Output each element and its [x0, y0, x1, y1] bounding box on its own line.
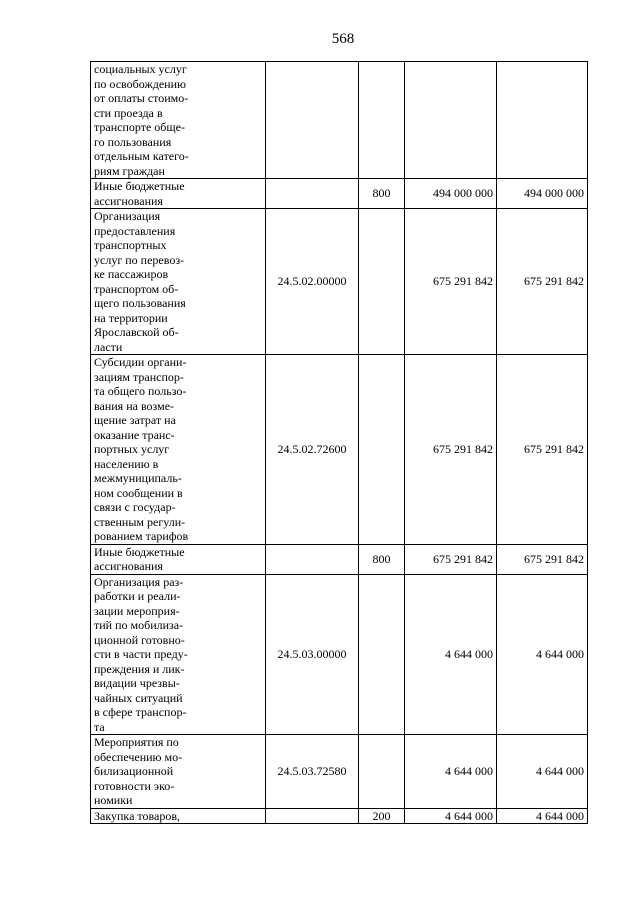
item-name-line: Субсидии органи- [94, 355, 187, 369]
item-name-cell [91, 544, 266, 574]
item-name-line: Закупка товаров, [94, 808, 180, 823]
item-name-line: межмуниципаль- [94, 471, 182, 485]
item-name-line: тий по мобилиза- [94, 618, 184, 632]
item-name-line: зации мероприя- [94, 603, 180, 618]
amount-cell: 675 291 842 [497, 544, 588, 574]
item-name-cell [91, 62, 266, 179]
item-name-line: та общего пользо- [94, 384, 187, 398]
expense-type-cell [359, 209, 405, 355]
item-name-line: ассигнования [94, 193, 163, 208]
expense-type-cell [359, 574, 405, 735]
budget-code-cell [266, 62, 359, 179]
item-name-line: щение затрат на [94, 413, 176, 427]
item-name-cell [91, 209, 266, 355]
item-name-cell [91, 808, 266, 824]
amount-cell: 4 644 000 [497, 574, 588, 735]
budget-table [90, 61, 588, 824]
budget-code-cell: 24.5.03.72580 [266, 735, 359, 809]
amount-cell: 675 291 842 [497, 209, 588, 355]
item-name-line: ционной готовно- [94, 632, 185, 647]
item-name-line: готовности эко- [94, 778, 175, 793]
budget-table-body [91, 62, 588, 824]
amount-cell: 4 644 000 [405, 808, 497, 824]
item-name-line: Организация раз- [94, 574, 184, 589]
budget-code-cell: 24.5.02.00000 [266, 209, 359, 355]
item-name-line: ласти [94, 339, 123, 354]
item-name-line: Иные бюджетные [94, 179, 185, 193]
item-name-line: Иные бюджетные [94, 544, 185, 559]
table-row [91, 735, 588, 809]
item-name-line: ассигнования [94, 559, 163, 573]
item-name-line: ственным регули- [94, 514, 186, 529]
budget-code-cell: 24.5.03.00000 [266, 574, 359, 735]
item-name-line: на территории [94, 310, 168, 325]
budget-code-cell [266, 179, 359, 209]
item-name-line: ке пассажиров [94, 267, 169, 281]
table-row [91, 544, 588, 574]
item-name-line: сти в части преду- [94, 647, 188, 661]
item-name-cell [91, 179, 266, 209]
item-name-line: Мероприятия по [94, 735, 179, 749]
item-name-line: по освобождению [94, 76, 186, 91]
table-row [91, 355, 588, 545]
amount-cell: 675 291 842 [497, 355, 588, 545]
page-number: 568 [331, 31, 355, 47]
table-row [91, 574, 588, 735]
budget-code-cell [266, 808, 359, 824]
item-name-line: сти проезда в [94, 105, 163, 120]
item-name-line: Организация [94, 209, 161, 223]
amount-cell: 4 644 000 [405, 574, 497, 735]
item-name-line: услуг по перевоз- [94, 252, 185, 267]
budget-code-cell: 24.5.02.72600 [266, 355, 359, 545]
table-row [91, 62, 588, 179]
item-name-line: оказание транс- [94, 427, 175, 442]
item-name-line: рованием тарифов [94, 529, 189, 543]
amount-cell: 4 644 000 [497, 735, 588, 809]
item-name-line: ном сообщении в [94, 485, 183, 500]
item-name-line: предоставления [94, 223, 176, 238]
item-name-line: транспортных [94, 238, 167, 252]
item-name-line: вания на возме- [94, 398, 175, 413]
expense-type-cell [359, 355, 405, 545]
item-name-line: билизационной [94, 764, 174, 778]
item-name-line: щего пользования [94, 296, 186, 310]
item-name-cell [91, 355, 266, 545]
item-name-line: Ярославской об- [94, 325, 179, 339]
amount-cell: 675 291 842 [405, 209, 497, 355]
item-name-line: чайных ситуаций [94, 690, 183, 705]
table-row [91, 209, 588, 355]
budget-code-cell [266, 544, 359, 574]
item-name-line: риям граждан [94, 163, 165, 178]
amount-cell [497, 62, 588, 179]
table-row [91, 179, 588, 209]
item-name-line: видации чрезвы- [94, 676, 180, 690]
item-name-line: та [94, 719, 105, 734]
item-name-line: номики [94, 793, 133, 807]
item-name-line: от оплаты стоимо- [94, 91, 189, 105]
item-name-line: в сфере транспор- [94, 705, 187, 719]
table-row [91, 808, 588, 824]
item-name-line: связи с государ- [94, 500, 176, 514]
amount-cell: 4 644 000 [405, 735, 497, 809]
item-name-line: го пользования [94, 134, 172, 149]
amount-cell: 675 291 842 [405, 544, 497, 574]
item-name-cell [91, 735, 266, 809]
item-name-line: обеспечению мо- [94, 749, 183, 764]
item-name-line: отдельным катего- [94, 149, 189, 163]
amount-cell: 494 000 000 [405, 179, 497, 209]
expense-type-cell: 800 [359, 544, 405, 574]
amount-cell: 675 291 842 [405, 355, 497, 545]
item-name-line: работки и реали- [94, 589, 181, 603]
expense-type-cell [359, 735, 405, 809]
item-name-line: транспорте обще- [94, 120, 185, 134]
amount-cell: 4 644 000 [497, 808, 588, 824]
expense-type-cell: 800 [359, 179, 405, 209]
expense-type-cell: 200 [359, 808, 405, 824]
item-name-line: транспортом об- [94, 281, 179, 296]
item-name-line: зациям транспор- [94, 369, 184, 384]
item-name-line: социальных услуг [94, 62, 187, 76]
item-name-line: преждения и лик- [94, 661, 185, 676]
expense-type-cell [359, 62, 405, 179]
item-name-cell [91, 574, 266, 735]
amount-cell [405, 62, 497, 179]
item-name-line: населению в [94, 456, 159, 471]
amount-cell: 494 000 000 [497, 179, 588, 209]
item-name-line: портных услуг [94, 442, 170, 456]
